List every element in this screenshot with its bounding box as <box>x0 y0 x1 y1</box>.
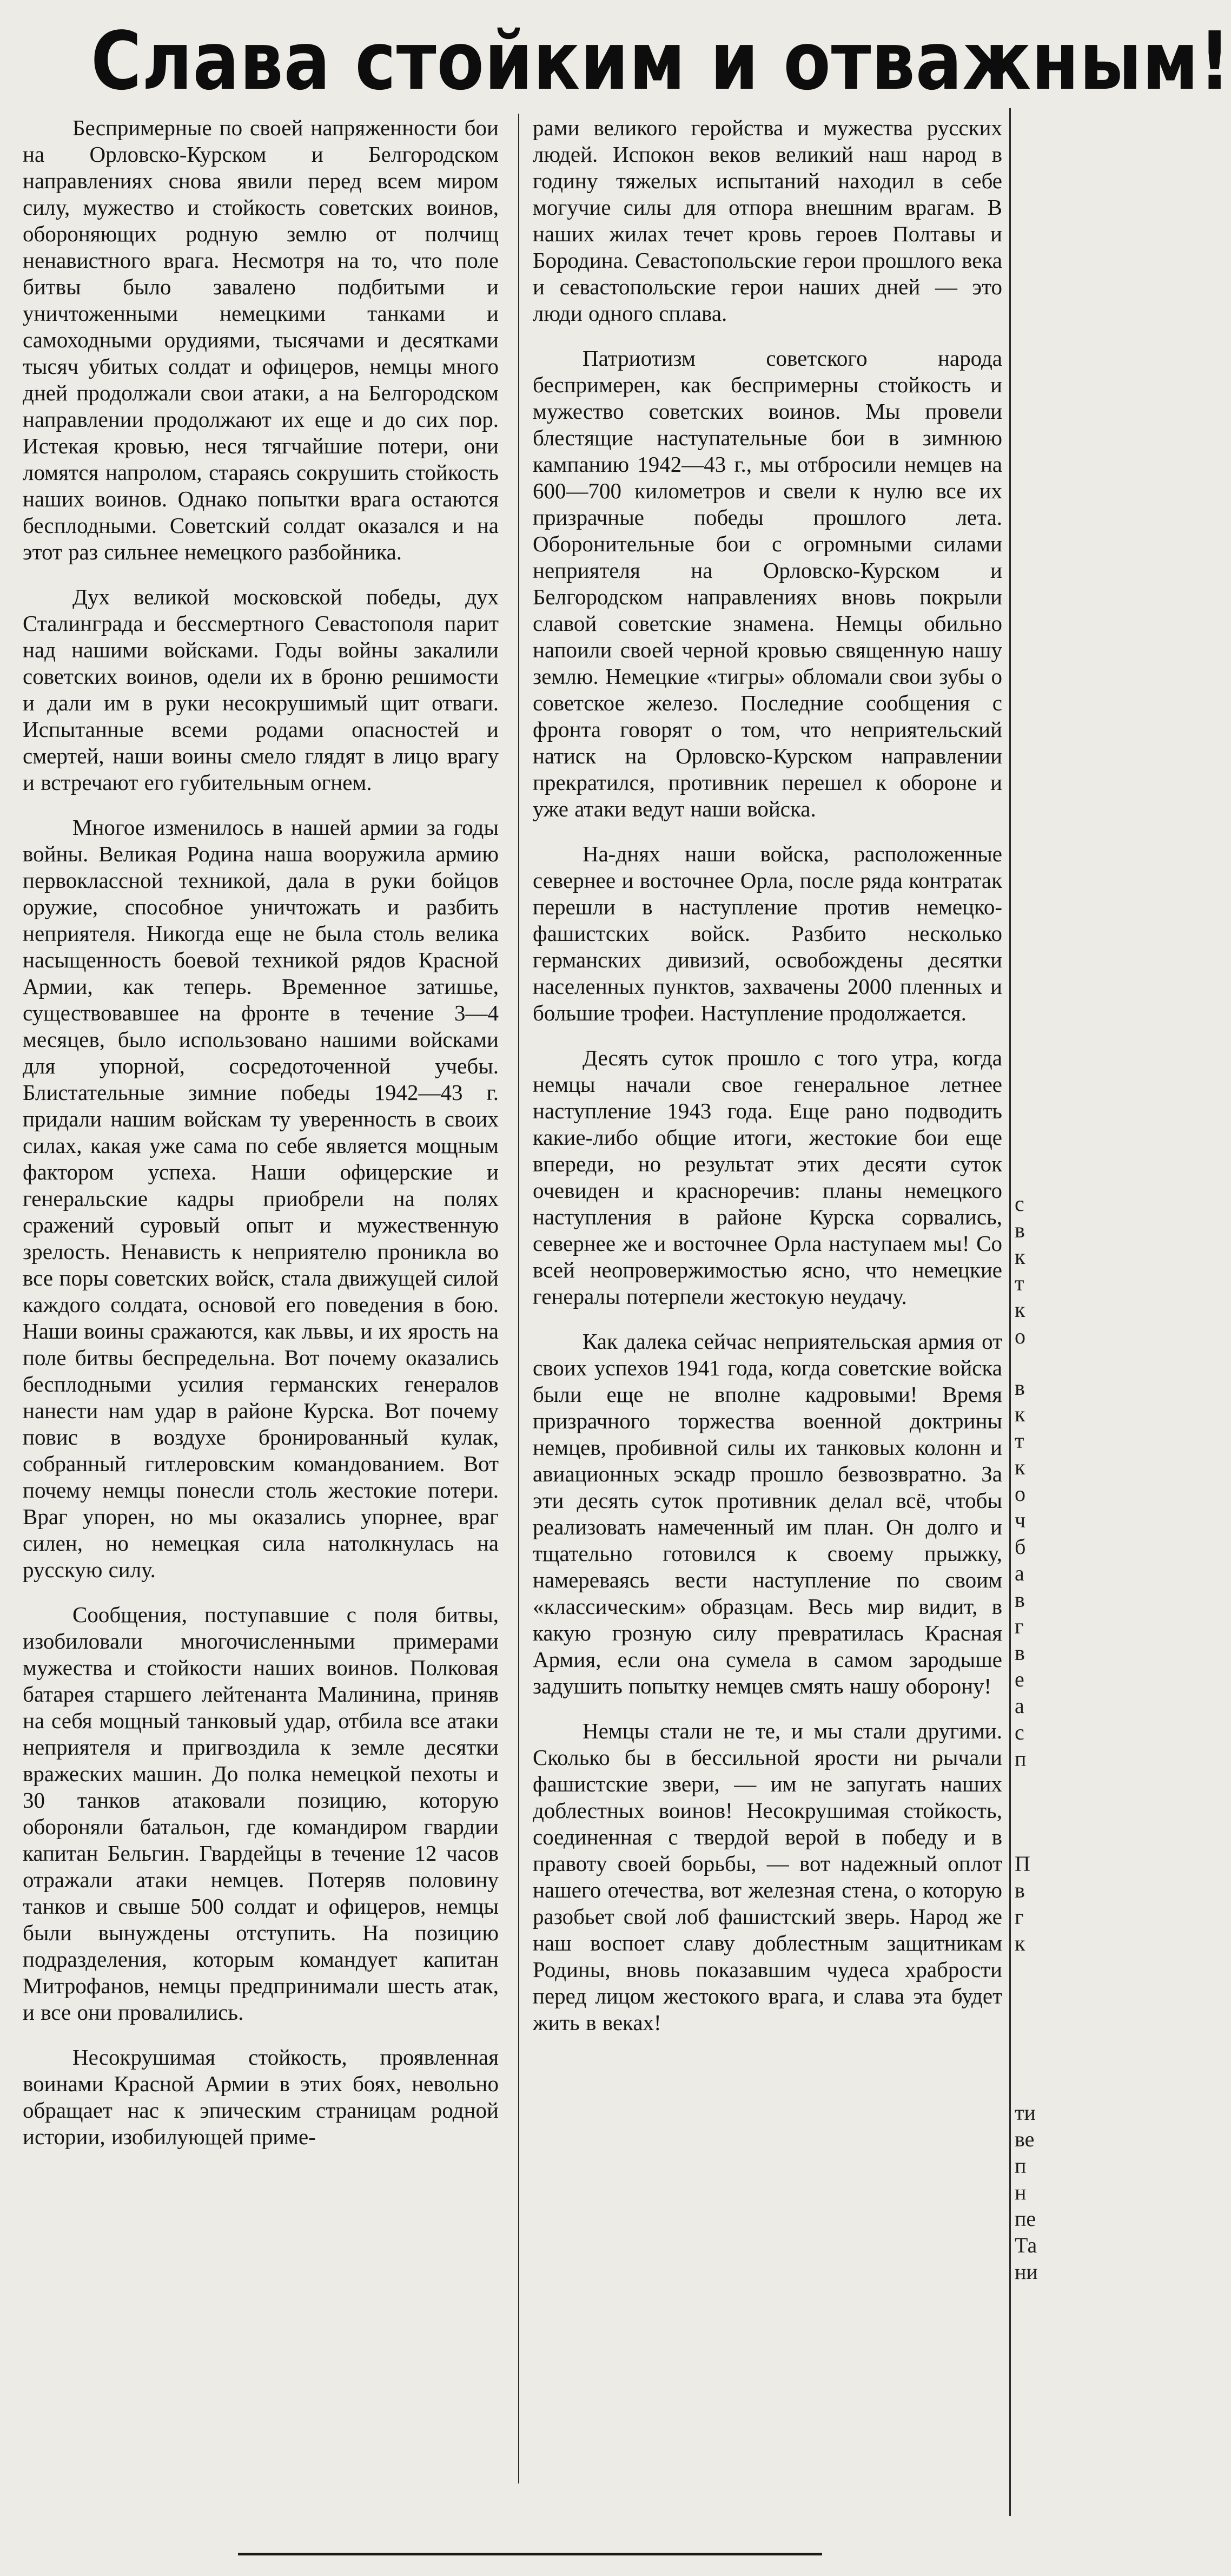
edge-fragment: г <box>1015 1614 1024 1638</box>
edge-fragment: пе <box>1015 2206 1036 2231</box>
right-column-divider <box>1009 108 1011 2516</box>
edge-fragment: к <box>1015 1402 1025 1426</box>
paragraph: рами великого геройства и мужества русских людей. Испокон веков великий наш народ в годину тяжелых испытаний находил в себе могучие силы для отпора внешним врагам. В наших жилах течет кровь героев Полтавы и Бородина. Севастопольские герои прошлого века и севастопольские герои наших дней — это люди одного сплава. <box>533 115 1002 326</box>
headline: Слава стойким и отважным! <box>91 15 1231 108</box>
article-column-right <box>533 115 1002 2054</box>
edge-fragment-column <box>1015 1850 1038 1956</box>
paragraph: Немцы стали не те, и мы стали другими. Сколько бы в бессильной ярости ни рычали фашистские звери, — им не запугать наших доблестных воинов! Несокрушимая стойкость, соединенная с твердой верой в победу и в правоту своей борьбы, — вот надежный оплот нашего отечества, вот железная стена, о которую разобьет свой лоб фашистский зверь. Народ же наш воспоет славу доблестным защитникам Родины, вновь показавшим чудеса храбрости перед лицом жестокого врага, и слава эта будет жить в веках! <box>533 1718 1002 2035</box>
edge-fragment: ч <box>1015 1508 1026 1532</box>
edge-fragment: к <box>1015 1455 1025 1479</box>
edge-fragment: в <box>1015 1878 1025 1902</box>
edge-fragment: с <box>1015 1720 1024 1744</box>
edge-fragment-column <box>1015 1190 1038 1349</box>
paragraph: Несокрушимая стойкость, проявленная воинами Красной Армии в этих боях, невольно обращает нас к эпическим страницам родной истории, изобилующей приме- <box>23 2045 499 2149</box>
edge-fragment: ве <box>1015 2127 1035 2151</box>
edge-fragment-column <box>1015 2099 1038 2285</box>
paragraph: Сообщения, поступавшие с поля битвы, изобиловали многочисленными примерами мужества и стойкости наших воинов. Полковая батарея старшего лейтенанта Малинина, приняв на себя мощный танковый удар, отбила все атаки неприятеля и пригвоздила к земле десятки вражеских машин. До полка немецкой пехоты и 30 танков атаковали позицию, которую обороняли батальон, где командиром гвардии капитан Бельгин. Гвардейцы в течение 12 часов отражали атаки немцев. Потеряв половину танков и свыше 500 солдат и офицеров, немцы были вынуждены отступить. На позицию подразделения, которым командует капитан Митрофанов, немцы предпринимали шесть атак, и все они провалились. <box>23 1602 499 2025</box>
edge-fragment: т <box>1015 1271 1024 1295</box>
edge-fragment: к <box>1015 1297 1025 1322</box>
column-divider <box>518 114 519 2483</box>
edge-fragment: с <box>1015 1191 1024 1216</box>
edge-fragment: п <box>1015 2153 1027 2178</box>
edge-fragment: ти <box>1015 2100 1036 2125</box>
edge-fragment: Та <box>1015 2233 1037 2257</box>
edge-fragment: н <box>1015 2180 1027 2204</box>
edge-fragment: о <box>1015 1481 1025 1506</box>
edge-fragment: т <box>1015 1428 1024 1453</box>
edge-fragment: к <box>1015 1931 1025 1955</box>
paragraph: Многое изменилось в нашей армии за годы войны. Великая Родина наша вооружила армию первоклассной техникой, дала в руки бойцов оружие, способное уничтожать и разбить неприятеля. Никогда еще не была столь велика насыщенность боевой техникой рядов Красной Армии, как теперь. Временное затишье, существовавшее на фронте в течение 3—4 месяцев, было использовано нашими войсками для упорной, сосредоточенной учебы. Блистательные зимние победы 1942—43 г. придали нашим войскам ту уверенность в своих силах, какая уже сама по себе является мощным фактором успеха. Наши офицерские и генеральские кадры приобрели на полях сражений суровый опыт и мужественную зрелость. Ненависть к неприятелю проникла во все поры советских войск, стала движущей силой каждого солдата, основой его поведения в бою. Наши воины сражаются, как львы, и их ярость на поле битвы беспредельна. Вот почему оказались бесплодными усилия германских генералов нанести нам удар в районе Курска. Вот почему повис в воздухе бронированный кулак, собранный гитлеровским командованием. Вот почему немцы понесли столь жестокие потери. Враг упорен, но мы оказались упорнее, враг силен, но немецкая сила натолкнулась на русскую силу. <box>23 815 499 1582</box>
edge-fragment: а <box>1015 1694 1024 1718</box>
edge-fragment: в <box>1015 1218 1025 1242</box>
edge-fragment: о <box>1015 1324 1025 1348</box>
paragraph: Десять суток прошло с того утра, когда немцы начали свое генеральное летнее наступление 1943 года. Еще рано подводить какие-либо общие итоги, жестокие бои еще впереди, но результат этих десяти суток очевиден и красноречив: планы немецкого наступления в районе Курска сорвались, севернее же и восточнее Орла наступаем мы! Со всей неопровержимостью ясно, что немецкие генералы потерпели жестокую неудачу. <box>533 1045 1002 1309</box>
edge-fragment: б <box>1015 1534 1026 1559</box>
paragraph: Как далека сейчас неприятельская армия от своих успехов 1941 года, когда советские войска были еще не вполне кадровыми! Время призрачного торжества военной доктрины немцев, пробивной силы их танковых колонн и авиационных эскадр прошло безвозвратно. За эти десять суток противник делал всё, чтобы реализовать намеченный им план. Он долго и тщательно готовился к своему прыжку, намереваясь вести наступление по своим «классическим» образцам. Весь мир видит, в какую грозную силу превратилась Красная Армия, если она сумела в самом зародыше задушить попытку немцев смять нашу оборону! <box>533 1329 1002 1698</box>
edge-fragment: е <box>1015 1667 1024 1691</box>
edge-fragment: в <box>1015 1587 1025 1612</box>
paragraph: Дух великой московской победы, дух Сталинграда и бессмертного Севастополя парит над нашими войсками. Годы войны закалили советских воинов, одели их в броню решимости и дали им в руки несокрушимый щит отваги. Испытанные всеми родами опасностей и смертей, наши воины смело глядят в лицо врагу и встречают его губительным огнем. <box>23 584 499 795</box>
bottom-rule <box>238 2553 822 2555</box>
edge-fragment: к <box>1015 1244 1025 1269</box>
edge-fragment: п <box>1015 1747 1027 1771</box>
edge-fragment: г <box>1015 1905 1024 1929</box>
edge-fragment: П <box>1015 1852 1030 1876</box>
edge-fragment: в <box>1015 1375 1025 1400</box>
edge-fragment-column <box>1015 1374 1038 1772</box>
paragraph: На-днях наши войска, расположенные севернее и восточнее Орла, после ряда контратак перешли в наступление против немецко-фашистских войск. Разбито несколько германских дивизий, освобождены десятки населенных пунктов, захвачены 2000 пленных и большие трофеи. Наступление продолжается. <box>533 841 1002 1025</box>
edge-fragment: ни <box>1015 2259 1038 2284</box>
edge-fragment: а <box>1015 1561 1024 1585</box>
edge-fragment: в <box>1015 1641 1025 1665</box>
paragraph: Беспримерные по своей напряженности бои на Орловско-Курском и Белгородском направлениях снова явили перед всем миром силу, мужество и стойкость советских воинов, обороняющих родную землю от полчищ ненавистного врага. Несмотря на то, что поле битвы было завалено подбитыми и уничтоженными немецкими танками и самоходными орудиями, тысячами и десятками тысяч убитых солдат и офицеров, немцы много дней продолжали свои атаки, а на Белгородском направлении продолжают их еще и до сих пор. Истекая кровью, неся тягчайшие потери, они ломятся напролом, стараясь сокрушить стойкость наших воинов. Однако попытки врага остаются бесплодными. Советский солдат оказался и на этот раз сильнее немецкого разбойника. <box>23 115 499 564</box>
paragraph: Патриотизм советского народа беспримерен, как беспримерны стойкость и мужество советских воинов. Мы провели блестящие наступательные бои в зимнюю кампанию 1942—43 г., мы отбросили немцев на 600—700 километров и свели к нулю все их призрачные победы прошлого лета. Оборонительные бои с огромными силами неприятеля на Орловско-Курском и Белгородском направлениях вновь покрыли славой советские знамена. Немцы обильно напоили своей черной кровью священную нашу землю. Немецкие «тигры» обломали свои зубы о советское железо. Последние сообщения с фронта говорят о том, что неприятельский натиск на Орловско-Курском направлении прекратился, противник перешел к обороне и уже атаки ведут наши войска. <box>533 346 1002 821</box>
article-column-left <box>23 115 499 2169</box>
